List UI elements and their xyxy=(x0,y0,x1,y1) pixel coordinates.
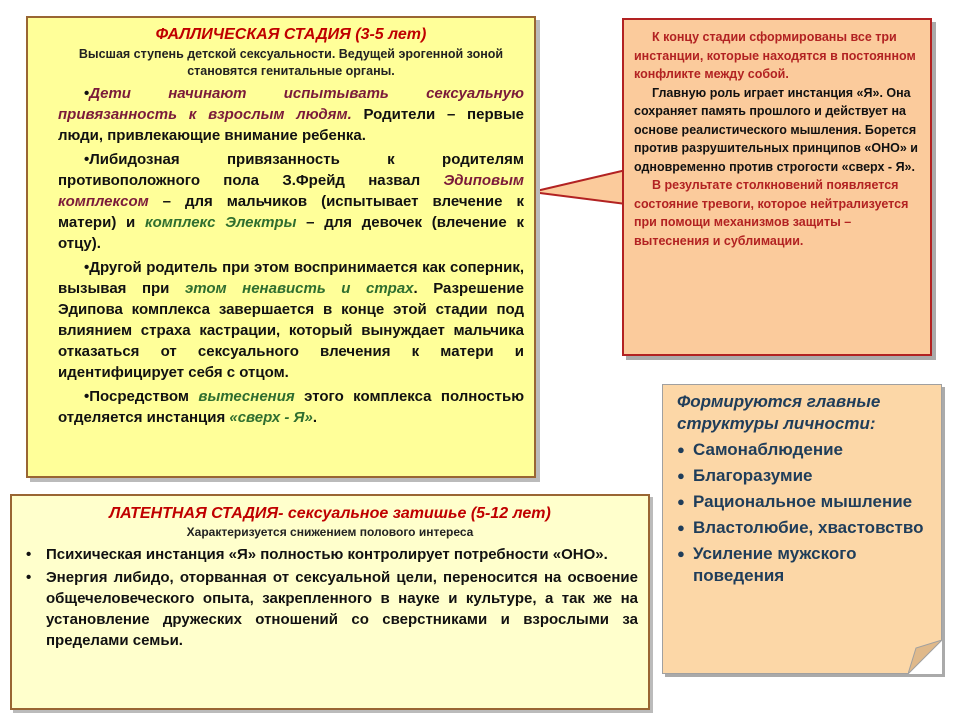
bullet: • xyxy=(26,546,32,563)
phallic-paragraph-2 xyxy=(58,149,524,254)
bullet: • xyxy=(84,85,90,102)
list-item: ● Рациональное мышление xyxy=(677,492,913,511)
bullet-icon: ● xyxy=(677,546,685,561)
latent-stage-box xyxy=(10,494,650,710)
bullet-icon: ● xyxy=(677,468,685,483)
bullet-icon: ● xyxy=(677,442,685,457)
phallic-subtitle: Высшая ступень детской сексуальности. Ведущей эрогенной зоной становятся генитальные органы. xyxy=(78,47,504,78)
phallic-paragraph-1 xyxy=(58,83,524,146)
callout-paragraph-3: В результате столкновений появляется состояние тревоги, которое нейтрализуется при помощи механизмов защиты – вытеснения и сублимации. xyxy=(634,178,909,248)
list-item: • Энергия либидо, оторванная от сексуальной цели, переносится на освоение общечеловеческого опыта, закрепленного в науке и культуре, а так же на установление дружеских отношений со сверстниками и взрослыми за пределами семьи. xyxy=(26,569,638,649)
latent-title: ЛАТЕНТНАЯ СТАДИЯ- сексуальное затишье (5-12 лет) xyxy=(109,505,551,522)
bullet-icon: ● xyxy=(677,520,685,535)
callout-paragraph-1: К концу стадии сформированы все три инстанции, которые находятся в постоянном конфликте между собой. xyxy=(634,30,916,81)
instances-callout xyxy=(622,18,932,356)
callout-paragraph-2: Главную роль играет инстанция «Я». Она сохраняет память прошлого и действует на основе реалистического мышления. Борется против разрушительных принципов «ОНО» и одновременно против строгости «сверх - Я». xyxy=(634,85,918,174)
latent-subtitle: Характеризуется снижением полового интереса xyxy=(186,525,474,539)
phallic-p3-text-b: . Разрешение Эдипова комплекса завершается в конце этой стадии под влиянием страха кастрации, который вынуждает мальчика отказаться от сексуального влечения к матери и идентифицирует себя с отцом. xyxy=(58,280,524,381)
phallic-p2-text-b: – для мальчиков (испытывает влечение к матери) и xyxy=(58,193,524,231)
phallic-stage-box xyxy=(26,16,536,478)
phallic-p2-electra: комплекс Электры xyxy=(145,214,297,231)
bullet-icon: ● xyxy=(677,494,685,509)
bullet: • xyxy=(84,151,90,168)
phallic-paragraph-3 xyxy=(58,257,524,383)
structures-list xyxy=(675,439,929,587)
bullet: • xyxy=(84,259,90,276)
phallic-p3-text-a: Другой родитель при этом воспринимается как соперник, вызывая при xyxy=(58,259,524,297)
bullet: • xyxy=(26,569,32,586)
phallic-p2-text-c: – для девочек (влечение к отцу). xyxy=(58,214,524,252)
phallic-p4-text-c: . xyxy=(312,409,317,426)
list-item: ● Самонаблюдение xyxy=(677,440,843,459)
phallic-p4-text-b: этого комплекса полностью отделяется инстанция xyxy=(58,388,525,426)
phallic-p3-italic: этом ненависть и страх xyxy=(184,280,414,297)
phallic-p4-superego: «сверх - Я» xyxy=(229,409,313,426)
phallic-p2-oedipus: Эдиповым комплексом xyxy=(58,172,524,210)
latent-list xyxy=(22,544,638,651)
phallic-p1-text: Родители – первые люди, привлекающие внимание ребенка. xyxy=(58,106,524,144)
phallic-title: ФАЛЛИЧЕСКАЯ СТАДИЯ (3-5 лет) xyxy=(155,26,427,43)
list-item: ● Властолюбие, хвастовство xyxy=(677,518,924,537)
list-item: • Психическая инстанция «Я» полностью контролирует потребности «ОНО». xyxy=(26,546,608,563)
list-item: ● Благоразумие xyxy=(677,466,813,485)
page-curl-icon xyxy=(908,640,942,674)
bullet: • xyxy=(84,388,90,405)
list-item: ● Усиление мужского поведения xyxy=(677,544,857,585)
phallic-p2-text-a: Либидозная привязанность к родителям противоположного пола З.Фрейд назвал xyxy=(58,151,524,189)
structures-heading: Формируются главные структуры личности: xyxy=(677,392,881,433)
personality-structures-note xyxy=(662,384,942,674)
phallic-p4-text-a: Посредством xyxy=(89,388,199,405)
callout-pointer xyxy=(530,170,630,210)
phallic-p4-repression: вытеснения xyxy=(198,388,295,405)
phallic-paragraph-4 xyxy=(58,386,524,428)
phallic-p1-italic: Дети начинают испытывать сексуальную привязанность к взрослым людям. xyxy=(58,85,524,123)
